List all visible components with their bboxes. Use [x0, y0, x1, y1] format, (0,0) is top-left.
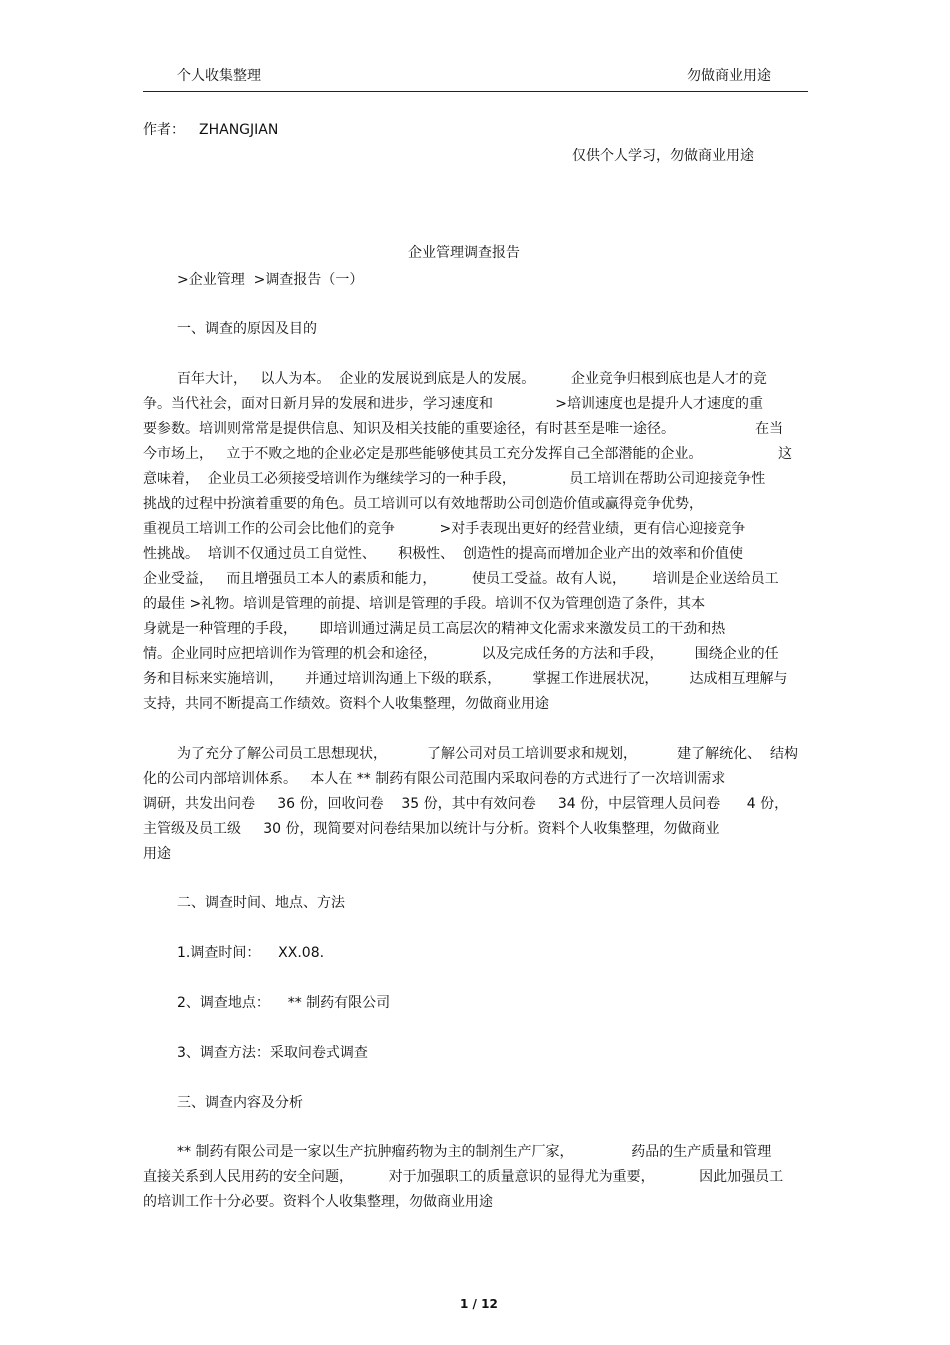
section-heading-2: 二、调查时间、地点、方法 [177, 895, 345, 911]
usage-notice: 仅供个人学习，勿做商业用途 [572, 148, 754, 164]
paragraph-line: ** 制药有限公司是一家以生产抗肿瘤药物为主的制剂生产厂家， 药品的生产质量和管理 [177, 1144, 772, 1160]
document-title: 企业管理调查报告 [408, 245, 520, 261]
header-divider [143, 91, 808, 92]
paragraph-line: 用途 [143, 846, 171, 862]
paragraph-line: 要参数。培训则常常是提供信息、知识及相关技能的重要途径，有时甚至是唯一途径。 在当 [143, 421, 784, 437]
paragraph-line: 挑战的过程中扮演着重要的角色。员工培训可以有效地帮助公司创造价值或赢得竞争优势， [143, 496, 703, 512]
breadcrumb: >企业管理 >调查报告（一） [177, 272, 364, 288]
header-left: 个人收集整理 [177, 68, 261, 84]
paragraph-line: 的最佳 >礼物。培训是管理的前提、培训是管理的手段。培训不仅为管理创造了条件，其本 [143, 596, 706, 612]
paragraph-line: 情。企业同时应把培训作为管理的机会和途径， 以及完成任务的方法和手段， 围绕企业的任 [143, 646, 779, 662]
paragraph-line: 百年大计， 以人为本。 企业的发展说到底是人的发展。 企业竞争归根到底也是人才的竞 [177, 371, 767, 387]
survey-method: 3、调查方法：采取问卷式调查 [177, 1045, 368, 1061]
paragraph-line: 直接关系到人民用药的安全问题， 对于加强职工的质量意识的显得尤为重要， 因此加强员工 [143, 1169, 784, 1185]
section-heading-3: 三、调查内容及分析 [177, 1095, 303, 1111]
paragraph-line: 主管级及员工级 30 份，现简要对问卷结果加以统计与分析。资料个人收集整理，勿做商业 [143, 821, 720, 837]
paragraph-line: 调研，共发出问卷 36 份，回收问卷 35 份，其中有效问卷 34 份，中层管理人员问卷 4 份， [143, 796, 789, 812]
paragraph-line: 意味着， 企业员工必须接受培训作为继续学习的一种手段， 员工培训在帮助公司迎接竞争性 [143, 471, 766, 487]
paragraph-line: 务和目标来实施培训， 并通过培训沟通上下级的联系， 掌握工作进展状况， 达成相互理解与 [143, 671, 788, 687]
paragraph-line: 今市场上， 立于不败之地的企业必定是那些能够使其员工充分发挥自己全部潜能的企业。 这 [143, 446, 793, 462]
page-number: 1 / 12 [460, 1297, 498, 1311]
paragraph-line: 身就是一种管理的手段， 即培训通过满足员工高层次的精神文化需求来激发员工的干劲和热 [143, 621, 726, 637]
author-label: 作者： [143, 122, 185, 138]
paragraph-line: 企业受益， 而且增强员工本人的素质和能力， 使员工受益。故有人说， 培训是企业送给员工 [143, 571, 779, 587]
author-line [143, 121, 278, 139]
paragraph-line: 为了充分了解公司员工思想现状， 了解公司对员工培训要求和规划， 建了解统化、 结构 [177, 746, 799, 762]
paragraph-line: 化的公司内部培训体系。 本人在 ** 制药有限公司范围内采取问卷的方式进行了一次培训需求 [143, 771, 726, 787]
author-name: ZHANGJIAN [199, 122, 279, 138]
header-right: 勿做商业用途 [687, 68, 771, 84]
survey-time: 1.调查时间： XX.08. [177, 945, 325, 961]
paragraph-line: 争。当代社会，面对日新月异的发展和进步，学习速度和 >培训速度也是提升人才速度的重 [143, 396, 764, 412]
paragraph-line: 性挑战。 培训不仅通过员工自觉性、 积极性、 创造性的提高而增加企业产出的效率和价值使 [143, 546, 744, 562]
paragraph-line: 的培训工作十分必要。资料个人收集整理，勿做商业用途 [143, 1194, 493, 1210]
section-heading-1: 一、调查的原因及目的 [177, 321, 317, 337]
paragraph-line: 支持，共同不断提高工作绩效。资料个人收集整理，勿做商业用途 [143, 696, 549, 712]
survey-location: 2、调查地点： ** 制药有限公司 [177, 995, 391, 1011]
paragraph-line: 重视员工培训工作的公司会比他们的竞争 >对手表现出更好的经营业绩，更有信心迎接竞争 [143, 521, 746, 537]
